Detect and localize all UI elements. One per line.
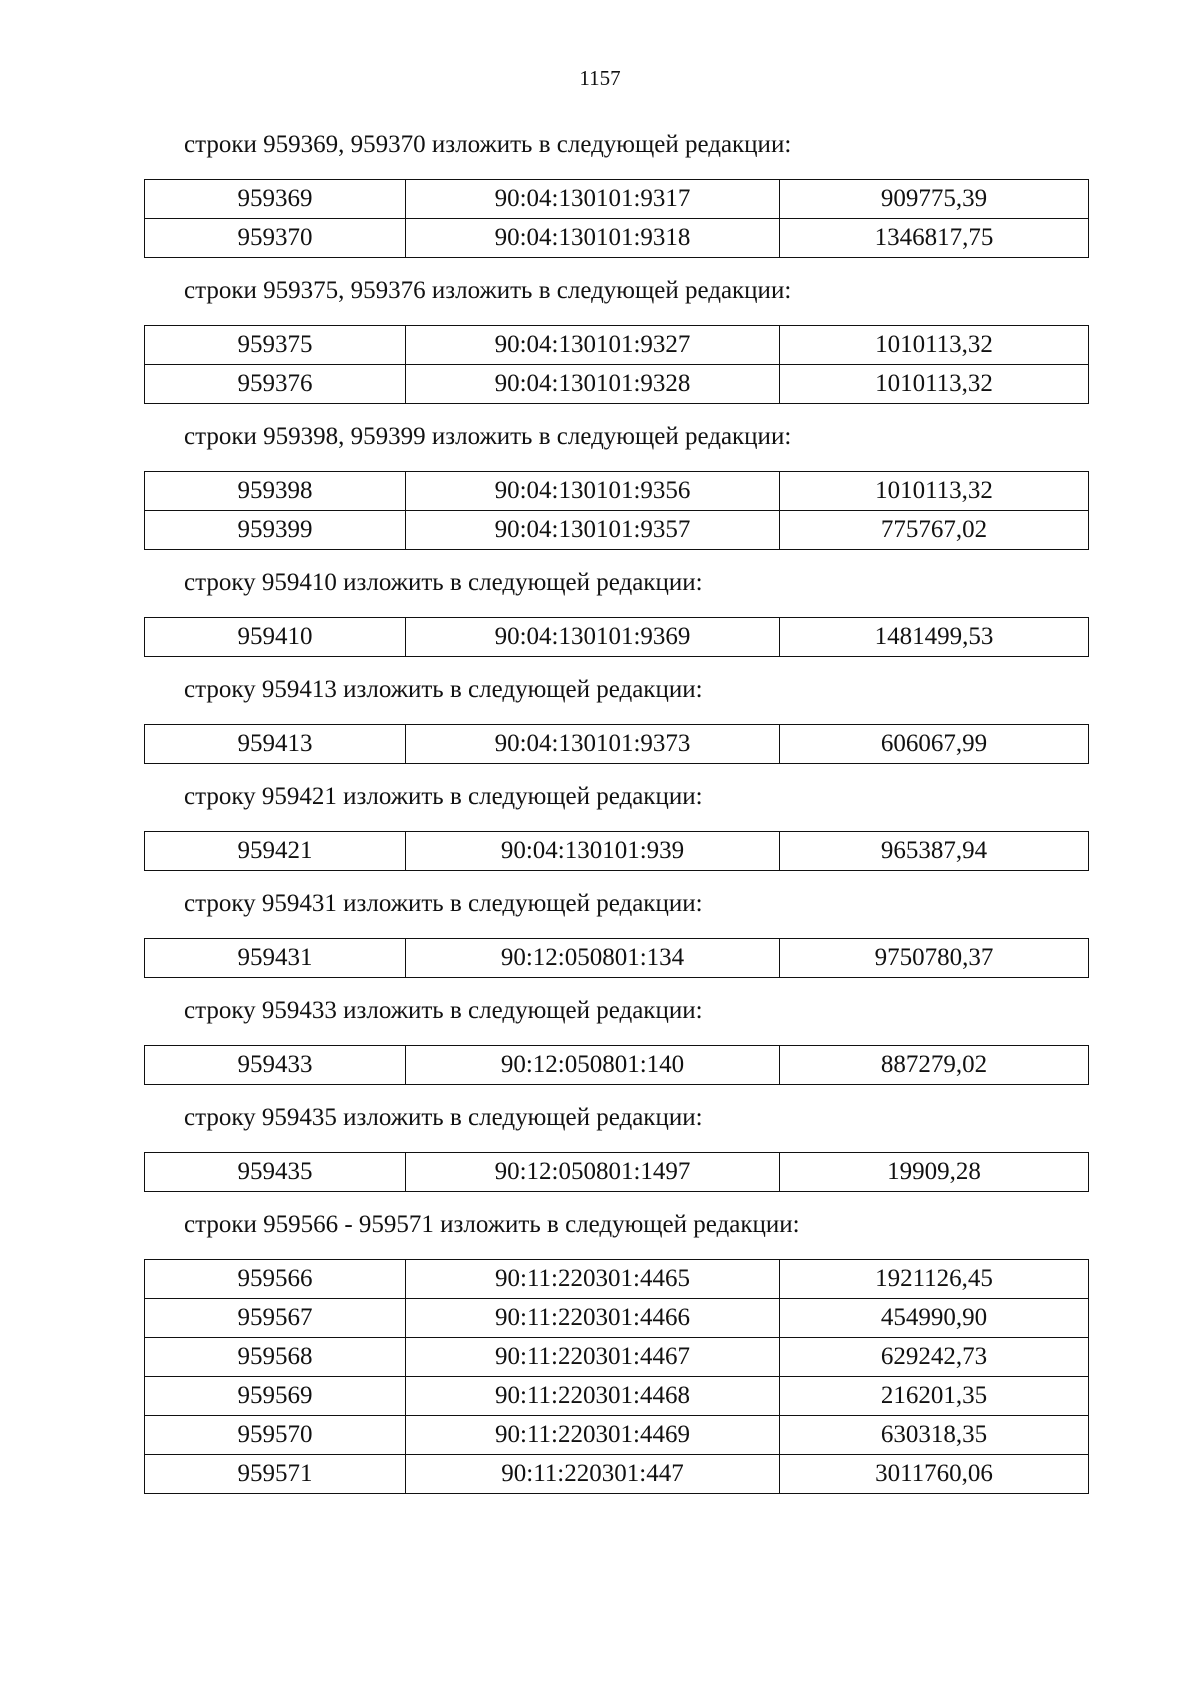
row-number-cell: 959567 (145, 1299, 406, 1338)
row-number-cell: 959431 (145, 939, 406, 978)
value-cell: 19909,28 (780, 1153, 1089, 1192)
table-row (145, 326, 1089, 365)
value-cell: 9750780,37 (780, 939, 1089, 978)
table-row (145, 618, 1089, 657)
cadastral-number-cell: 90:04:130101:9328 (406, 365, 780, 404)
value-cell: 1346817,75 (780, 219, 1089, 258)
table-row (145, 725, 1089, 764)
cadastral-number-cell: 90:11:220301:4466 (406, 1299, 780, 1338)
table-row (145, 832, 1089, 871)
cadastral-number-cell: 90:04:130101:9327 (406, 326, 780, 365)
section-heading: строки 959566 - 959571 изложить в следующей редакции: (184, 1211, 800, 1238)
value-cell: 454990,90 (780, 1299, 1089, 1338)
value-cell: 909775,39 (780, 180, 1089, 219)
row-number-cell: 959369 (145, 180, 406, 219)
section-heading: строку 959435 изложить в следующей редакции: (184, 1104, 703, 1131)
cadastral-number-cell: 90:04:130101:9317 (406, 180, 780, 219)
row-number-cell: 959435 (145, 1153, 406, 1192)
cadastral-number-cell: 90:11:220301:4469 (406, 1416, 780, 1455)
table-row (145, 1377, 1089, 1416)
value-cell: 1010113,32 (780, 365, 1089, 404)
value-cell: 630318,35 (780, 1416, 1089, 1455)
section-heading: строку 959410 изложить в следующей редакции: (184, 569, 703, 596)
table-row (145, 219, 1089, 258)
amendment-table (144, 1045, 1089, 1085)
row-number-cell: 959570 (145, 1416, 406, 1455)
table-row (145, 1299, 1089, 1338)
amendment-table (144, 471, 1089, 550)
table-row (145, 1416, 1089, 1455)
cadastral-number-cell: 90:04:130101:9373 (406, 725, 780, 764)
row-number-cell: 959398 (145, 472, 406, 511)
amendment-table (144, 1152, 1089, 1192)
cadastral-number-cell: 90:11:220301:447 (406, 1455, 780, 1494)
cadastral-number-cell: 90:12:050801:1497 (406, 1153, 780, 1192)
value-cell: 216201,35 (780, 1377, 1089, 1416)
cadastral-number-cell: 90:11:220301:4465 (406, 1260, 780, 1299)
row-number-cell: 959413 (145, 725, 406, 764)
value-cell: 965387,94 (780, 832, 1089, 871)
row-number-cell: 959568 (145, 1338, 406, 1377)
value-cell: 775767,02 (780, 511, 1089, 550)
cadastral-number-cell: 90:04:130101:9369 (406, 618, 780, 657)
section-heading: строку 959413 изложить в следующей редакции: (184, 676, 703, 703)
value-cell: 1481499,53 (780, 618, 1089, 657)
table-row (145, 939, 1089, 978)
table-row (145, 1338, 1089, 1377)
table-row (145, 1046, 1089, 1085)
amendment-table (144, 938, 1089, 978)
table-row (145, 180, 1089, 219)
amendment-table (144, 724, 1089, 764)
section-heading: строки 959369, 959370 изложить в следующей редакции: (184, 131, 792, 158)
value-cell: 1010113,32 (780, 472, 1089, 511)
table-row (145, 1153, 1089, 1192)
amendment-table (144, 1259, 1089, 1494)
section-heading: строки 959375, 959376 изложить в следующей редакции: (184, 277, 792, 304)
cadastral-number-cell: 90:12:050801:140 (406, 1046, 780, 1085)
row-number-cell: 959399 (145, 511, 406, 550)
amendment-table (144, 831, 1089, 871)
value-cell: 3011760,06 (780, 1455, 1089, 1494)
document-body (0, 130, 1200, 1512)
cadastral-number-cell: 90:04:130101:9357 (406, 511, 780, 550)
section-heading: строку 959433 изложить в следующей редакции: (184, 997, 703, 1024)
row-number-cell: 959376 (145, 365, 406, 404)
page-number: 1157 (579, 66, 621, 90)
value-cell: 1010113,32 (780, 326, 1089, 365)
table-row (145, 1455, 1089, 1494)
amendment-table (144, 179, 1089, 258)
value-cell: 629242,73 (780, 1338, 1089, 1377)
row-number-cell: 959566 (145, 1260, 406, 1299)
cadastral-number-cell: 90:11:220301:4467 (406, 1338, 780, 1377)
row-number-cell: 959571 (145, 1455, 406, 1494)
row-number-cell: 959433 (145, 1046, 406, 1085)
row-number-cell: 959370 (145, 219, 406, 258)
row-number-cell: 959421 (145, 832, 406, 871)
table-row (145, 472, 1089, 511)
row-number-cell: 959375 (145, 326, 406, 365)
value-cell: 887279,02 (780, 1046, 1089, 1085)
table-row (145, 365, 1089, 404)
cadastral-number-cell: 90:04:130101:939 (406, 832, 780, 871)
section-heading: строку 959421 изложить в следующей редакции: (184, 783, 703, 810)
cadastral-number-cell: 90:11:220301:4468 (406, 1377, 780, 1416)
cadastral-number-cell: 90:04:130101:9356 (406, 472, 780, 511)
row-number-cell: 959569 (145, 1377, 406, 1416)
cadastral-number-cell: 90:04:130101:9318 (406, 219, 780, 258)
section-heading: строку 959431 изложить в следующей редакции: (184, 890, 703, 917)
cadastral-number-cell: 90:12:050801:134 (406, 939, 780, 978)
amendment-table (144, 325, 1089, 404)
value-cell: 1921126,45 (780, 1260, 1089, 1299)
value-cell: 606067,99 (780, 725, 1089, 764)
amendment-table (144, 617, 1089, 657)
section-heading: строки 959398, 959399 изложить в следующей редакции: (184, 423, 792, 450)
table-row (145, 1260, 1089, 1299)
table-row (145, 511, 1089, 550)
row-number-cell: 959410 (145, 618, 406, 657)
